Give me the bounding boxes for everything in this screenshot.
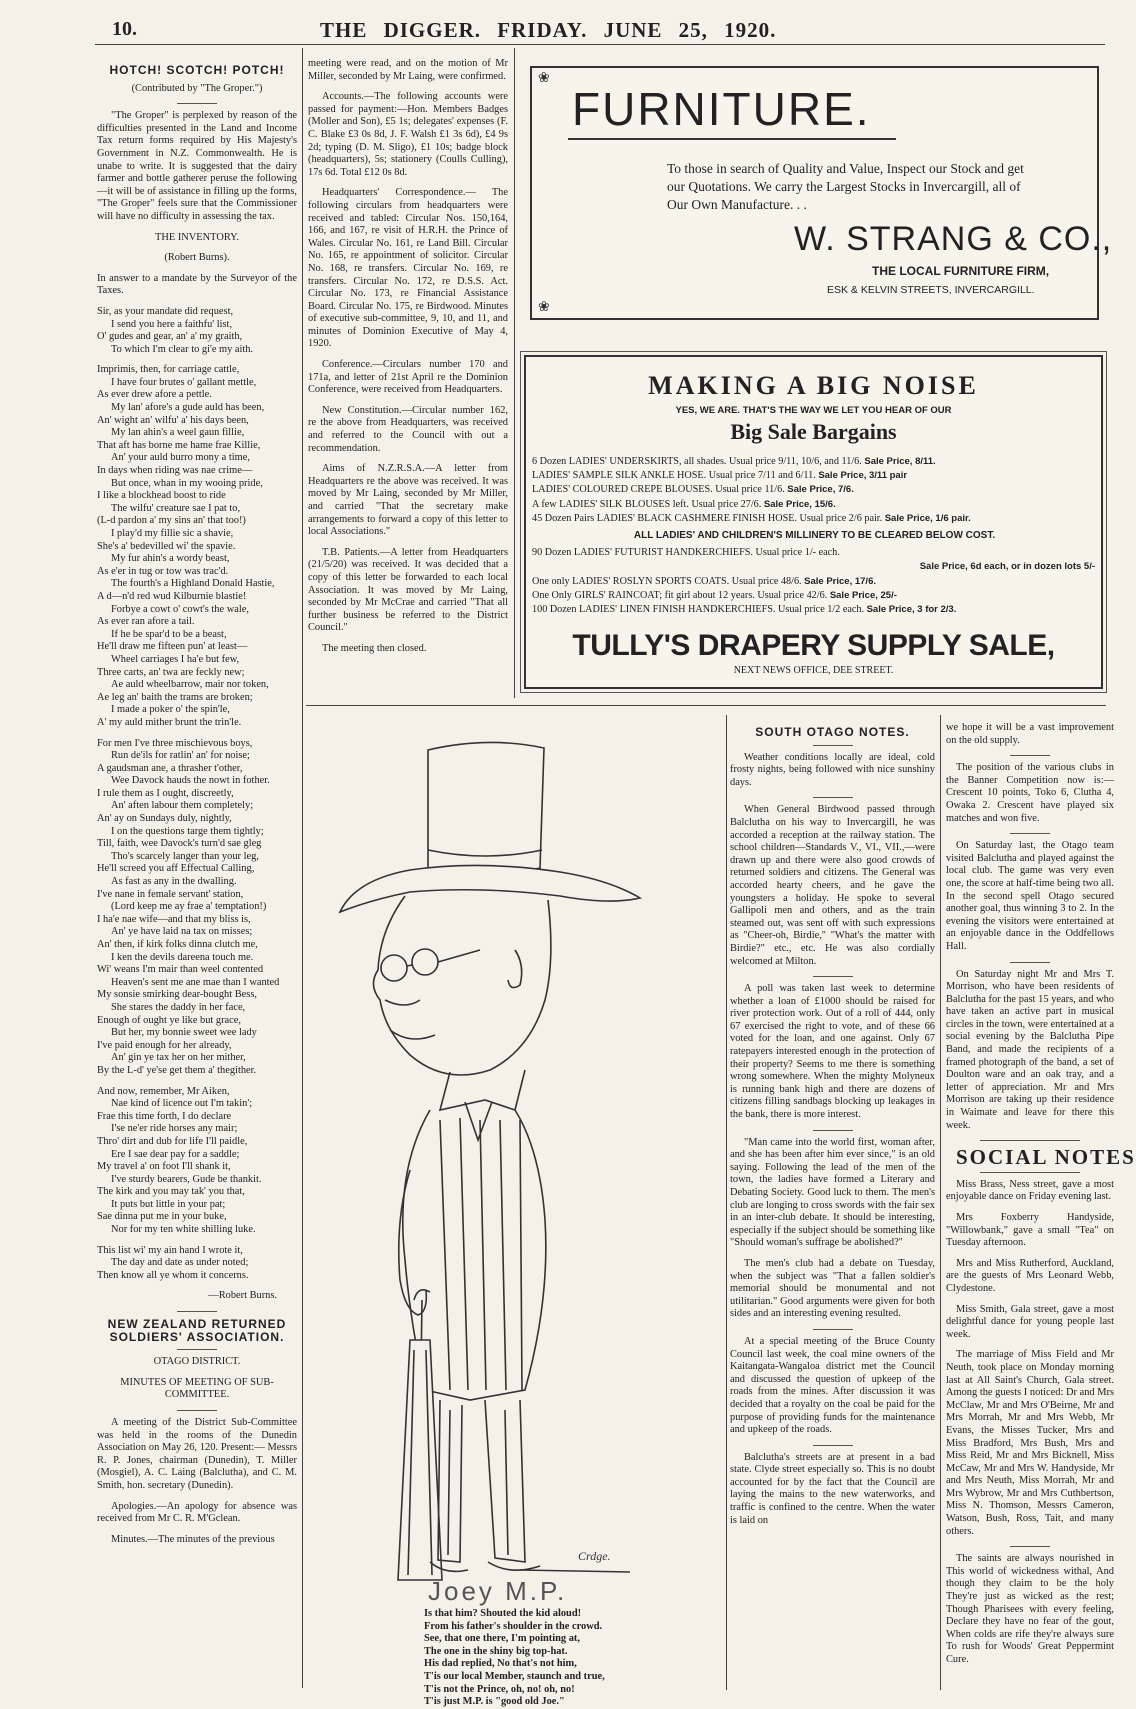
poem-line: As ever ran afore a tail. xyxy=(97,616,195,628)
column-rule-3 xyxy=(726,715,727,1690)
sale-item-text: 45 Dozen Pairs LADIES' BLACK CASHMERE FINISH HOSE. Usual price 2/6 pair. xyxy=(532,512,885,524)
poem-line: Ere I sae dear pay for a saddle; xyxy=(111,1148,240,1160)
paragraph: Miss Brass, Ness street, gave a most enjoyable dance on Friday evening last. xyxy=(946,1178,1114,1203)
sale-item xyxy=(532,512,1097,526)
poem-line: I rule them as I ought, discreetly, xyxy=(97,787,234,799)
paragraph: The men's club had a debate on Tuesday, when the subject was "That a fallen soldier's memorial should be monumental and not utilitarian." Good arguments were given for both sides and an interesting evening resulted. xyxy=(730,1257,935,1320)
sale-item xyxy=(532,560,1097,574)
poem-line: She stares the daddy in her face, xyxy=(111,1001,246,1013)
minutes-heading: MINUTES OF MEETING OF SUB-COMMITTEE. xyxy=(120,1376,274,1401)
poem-line: An' gin ye tax her on her mither, xyxy=(111,1052,246,1064)
paragraph: New Constitution.—Circular number 162, re the above from Headquarters, was received and referred to the Council with out a recommendation. xyxy=(308,404,508,454)
poem-line: An' aften labour them completely; xyxy=(111,800,254,812)
poem-line: As fast as any in the dwalling. xyxy=(111,876,237,888)
cartoon-caption xyxy=(424,1608,624,1709)
caption-line: Is that him? Shouted the kid aloud! xyxy=(424,1608,582,1619)
paragraph: When General Birdwood passed through Balclutha on his way to Invercargill, he was accorded a reception at the railway station. The school children—Standards V., VI., VII.,—were drawn up and there were also good crowds of returned soldiers and citizens. The General was accorded hearty cheers, and he gave the youngsters a holiday. He spoke to several Gallipoli men and others, and as the train steamed out, was sent off with such expressions as "Cheer-oh, Birdie," "What's the matter with Birdie?" etc., etc. He was also cordially welcomed at Milton. xyxy=(730,804,935,967)
stanza-2 xyxy=(97,364,297,729)
stanza-5 xyxy=(97,1245,297,1283)
poem-line: I send you here a faithfu' list, xyxy=(111,318,233,330)
headline-underline xyxy=(568,138,896,140)
poem-line: A gaudsman ane, a thrasher t'other, xyxy=(97,762,243,774)
poem-line: Heaven's sent me ane mae than I wanted xyxy=(111,976,280,988)
poem-line: I ha'e nae wife—and that my bliss is, xyxy=(97,913,251,925)
poem-line: Sae dinna put me in your buke, xyxy=(97,1211,227,1223)
sale-item xyxy=(532,589,1097,603)
sale-item xyxy=(532,603,1097,617)
poem-line: (Lord keep me ay frae a' temptation!) xyxy=(111,901,267,913)
poem-line: She's a' bedevilled wi' the spavie. xyxy=(97,540,236,552)
furniture-headline: FURNITURE. xyxy=(572,83,871,135)
poem-line: My fur ahin's a wordy beast, xyxy=(111,553,230,565)
poem-author: (Robert Burns). xyxy=(164,252,230,264)
artist-signature: Crdge. xyxy=(578,1549,611,1563)
column-rule-1 xyxy=(302,48,303,1688)
paragraph: A poll was taken last week to determine whether a loan of £1000 should be raised for river protection work. Out of a roll of 444, only 67 exercised the right to vote, and of these 66 voted for the loan, and one against. Only 67 ratepayers interested enough in the protection of their property? Seems to me there is something wrong somewhere. When the mighty Molyneux is running bank high and there are dozens of citizens filling sandbags blocking up leakages in the bank, there is more interest. xyxy=(730,983,935,1121)
sale-item-price: Sale Price, 25/- xyxy=(829,589,897,601)
paragraph: The saints are always nourished in This world of wickedness withal, And though they claim to be the holy They're just as wicked as the rest; Though Pharisees with every feeling, Declare they have no fear of the gout, When colds are rife they're always sure To rush for Woods' Great Peppermint Cure. xyxy=(946,1553,1114,1665)
paragraph: Balclutha's streets are at present in a bad state. Clyde street especially so. This is no doubt accounted for by the fact that the Council are laying the mains to the new waterworks, and traffic is confined to the centre. When the water is laid on xyxy=(730,1451,935,1526)
poem-line: Imprimis, then, for carriage cattle, xyxy=(97,364,240,376)
furniture-advertisement xyxy=(530,66,1113,320)
poem-line: An' ay on Sundays duly, nightly, xyxy=(97,813,232,825)
poem-intro: In answer to a mandate by the Surveyor of the Taxes. xyxy=(97,272,297,297)
divider xyxy=(177,1311,217,1312)
sale-item-price: Sale Price, 15/6. xyxy=(763,498,836,510)
sale-item xyxy=(532,546,1097,560)
paragraph: meeting were read, and on the motion of Mr Miller, seconded by Mr Laing, were confirmed. xyxy=(308,58,508,82)
caption-line: The one in the shiny big top-hat. xyxy=(424,1645,568,1657)
column-1 xyxy=(97,60,297,1685)
sale-item-text: One only LADIES' ROSLYN SPORTS COATS. Usual price 48/6. xyxy=(532,575,805,587)
poem-line: Three carts, an' twa are feckly new; xyxy=(97,666,245,678)
poem-line: I've paid enough for her already, xyxy=(97,1039,232,1051)
paragraph: At a special meeting of the Bruce County Council last week, the coal mine owners of the Kaitangata-Wangaloa district met the Council and discussed the question of upkeep of the roads from the mines. After discussion it was decided that a royalty on the coal be paid for the purpose of providing funds for the maintenance and upkeep of the roads. xyxy=(730,1335,935,1436)
paragraph: Conference.—Circulars number 170 and 171a, and letter of 21st April re the Dominion Conference, were received from Headquarters. xyxy=(308,359,508,396)
divider xyxy=(813,1445,853,1446)
sale-item xyxy=(532,575,1097,589)
cartoon-title: Joey M.P. xyxy=(428,1576,568,1606)
poem-line: It puts but little in your pat; xyxy=(111,1198,226,1210)
cartoon xyxy=(310,700,720,1606)
paragraph: we hope it will be a vast improvement on the old supply. xyxy=(946,722,1114,746)
poem-line: My lan ahin's a weel gaun fillie, xyxy=(111,427,245,439)
paragraph: Weather conditions locally are ideal, cold frosty nights, being followed with nice sunshiny days. xyxy=(730,751,935,788)
paragraph: On Saturday last, the Otago team visited Balclutha and played against the local club. The game was very even one, the score at half-time being two all. In the second spell Otago secured another goal, thus winning 3 to 2. In the evening the visitors were entertained at an enjoyable dance in the Oddfellows Hall. xyxy=(946,840,1114,952)
page-number: 10. xyxy=(112,18,137,40)
poem-title: THE INVENTORY. xyxy=(155,231,239,243)
poem-line: The day and date as under noted; xyxy=(111,1257,249,1269)
caption-line: T'is not the Prince, oh, no! oh, no! xyxy=(424,1683,575,1695)
ornament-icon: ❀ xyxy=(538,300,550,315)
poem-line: (L-d pardon a' my sins an' that too!) xyxy=(97,515,246,527)
poem-line: Wheel carriages I ha'e but few, xyxy=(111,653,240,665)
paragraph: Mrs Foxberry Handyside, "Willowbank," gave a small "Tea" on Tuesday afternoon. xyxy=(946,1212,1114,1249)
poem-line: The wilfu' creature sae I pat to, xyxy=(111,502,241,514)
poem-line: A d—n'd red wud Kilburnie blastie! xyxy=(97,590,247,602)
poem-line: If he be spar'd to be a beast, xyxy=(111,628,227,640)
sale-item-price: Sale Price, 6d each, or in dozen lots 5/- xyxy=(919,561,1095,573)
caricature-drawing xyxy=(310,700,720,1606)
poem-line: As e'er in tug or tow was trac'd. xyxy=(97,565,229,577)
sale-item-text: 90 Dozen LADIES' FUTURIST HANDKERCHIEFS. Usual price 1/- each. xyxy=(532,547,840,559)
poem-line: To which I'm clear to gi'e my aith. xyxy=(111,343,254,355)
sale-item xyxy=(532,455,1097,469)
poem-line: Wee Davock hauds the nowt in fother. xyxy=(111,775,270,787)
south-otago-heading: SOUTH OTAGO NOTES. xyxy=(755,725,910,739)
poem-line: An' then, if kirk folks dinna clutch me, xyxy=(97,939,258,950)
column-2 xyxy=(308,58,508,698)
contributor: (Contributed by "The Groper.") xyxy=(131,82,263,94)
poem-line: Nae kind of licence out I'm takin'; xyxy=(111,1098,253,1110)
sale-item-text: One Only GIRLS' RAINCOAT; fit girl about 12 years. Usual price 42/6. xyxy=(532,589,830,601)
sale-item-text: A few LADIES' SILK BLOUSES left. Usual price 27/6. xyxy=(532,498,764,510)
firm-address: ESK & KELVIN STREETS, INVERCARGILL. xyxy=(827,284,1035,296)
tullys-headline: MAKING A BIG NOISE xyxy=(648,371,979,400)
sale-item-text: 6 Dozen LADIES' UNDERSKIRTS, all shades. Usual price 9/11, 10/6, and 11/6. xyxy=(532,456,865,467)
column-3 xyxy=(730,722,935,1687)
masthead xyxy=(0,0,1114,44)
sale-item-price: Sale Price, 8/11. xyxy=(864,456,936,467)
poem-line: Thro' dirt and dub for life I'll paidle, xyxy=(97,1135,248,1147)
poem-line: Enough of ought ye like but grace, xyxy=(97,1014,241,1026)
poem-line: I ken the devils dareena touch me. xyxy=(111,951,254,963)
ornament-icon: ❀ xyxy=(538,71,550,86)
divider xyxy=(1010,833,1050,834)
paragraph: Accounts.—The following accounts were passed for payment:—Hon. Members Badges (Moller and Son), £5 1s; delegates' expenses (F. C. Blake £3 0s 8d, J. F. Walsh £1 3s 6d), £4 9s 2d; typing (D. M. Sligo), £1 10s; badge block (headquarters), 5s; stationery (Coulls Culling), 17s 6d. Total £12 0s 8d. xyxy=(308,91,508,178)
caption-line: T'is just M.P. is "good old Joe." xyxy=(424,1696,565,1708)
poem-line: Till, faith, wee Davock's turn'd sae gleg xyxy=(97,838,262,850)
poem-line: A' my auld mither brunt the trin'le. xyxy=(97,716,242,728)
poem-line: I've sturdy bearers, Gude be thankit. xyxy=(111,1173,262,1185)
divider xyxy=(1010,962,1050,963)
poem-line: My lan' afore's a gude auld has been, xyxy=(111,402,265,414)
poem-line: An' wight an' wilfu' a' his days been, xyxy=(97,414,249,426)
poem-line: He'll draw me fifteen pun' at least— xyxy=(97,641,248,653)
divider xyxy=(813,797,853,798)
divider xyxy=(813,1329,853,1330)
district-heading: OTAGO DISTRICT. xyxy=(153,1356,241,1368)
poem-line: I made a poker o' the spin'le, xyxy=(111,704,230,716)
sale-item xyxy=(532,498,1097,512)
divider xyxy=(1010,755,1050,756)
assoc-heading-2: SOLDIERS' ASSOCIATION. xyxy=(109,1329,285,1344)
sale-item-text: 100 Dozen LADIES' LINEN FINISH HANDKERCHIEFS. Usual price 1/2 each. xyxy=(532,604,867,616)
poem-line: He'll screed you aff Effectual Calling, xyxy=(97,863,255,875)
newspaper-title: THE DIGGER. FRIDAY. JUNE 25, 1920. xyxy=(320,18,777,42)
poem-line: My travel a' on foot I'll shank it, xyxy=(97,1161,231,1173)
divider xyxy=(980,1172,1080,1173)
sale-items xyxy=(532,455,1097,617)
poem-line: O' gudes and gear, an' a' my graith, xyxy=(97,331,243,343)
stanza-4 xyxy=(97,1086,297,1237)
sale-item-price: Sale Price, 1/6 pair. xyxy=(884,512,971,524)
divider xyxy=(177,1349,217,1350)
social-notes-heading: SOCIAL NOTES xyxy=(956,1145,1136,1170)
poem-line: And now, remember, Mr Aiken, xyxy=(97,1085,230,1097)
paragraph: Miss Smith, Gala street, gave a most delightful dance for young people last week. xyxy=(946,1303,1114,1340)
poem-line: Wi' weans I'm mair than weel contented xyxy=(97,964,264,976)
hotch-heading: HOTCH! SCOTCH! POTCH! xyxy=(109,63,285,77)
poem-line: Frae this time forth, I do declare xyxy=(97,1110,232,1122)
sale-item-price: Sale Price, 3 for 2/3. xyxy=(866,604,957,616)
sale-item-text: LADIES' SAMPLE SILK ANKLE HOSE. Usual price 7/11 and 6/11. xyxy=(532,470,819,482)
poem-line: My sonsie smirking dear-bought Bess, xyxy=(97,989,257,1001)
poem-line: But her, my bonnie sweet wee lady xyxy=(111,1027,257,1039)
paragraph: Mrs and Miss Rutherford, Auckland, are the guests of Mrs Leonard Webb, Clydestone. xyxy=(946,1257,1114,1294)
paragraph: "Man came into the world first, woman after, and she has been after him ever since," is an old saying. Following the lead of the men of the town, the ladies have formed a Literary and Debating Society. Good luck to them. The men's club are longing to cross swords with the fair sex in an inter-club debate. It should be interesting, especially if the subject should be something like "Should woman's suffrage be abolished?" xyxy=(730,1136,935,1249)
poem-line: The kirk and you may tak' you that, xyxy=(97,1186,245,1198)
column-4 xyxy=(946,722,1136,1687)
caption-line: T'is our local Member, staunch and true, xyxy=(424,1670,605,1682)
paragraph: Minutes.—The minutes of the previous xyxy=(111,1533,275,1545)
poem-line: In days when riding was nae crime— xyxy=(97,465,253,477)
poem-line: But once, whan in my wooing pride, xyxy=(111,477,263,489)
poem-line: I play'd my fillie sic a shavie, xyxy=(111,528,234,539)
poem-line: This list wi' my ain hand I wrote it, xyxy=(97,1244,243,1256)
sale-item-price: Sale Price, 3/11 pair xyxy=(818,470,908,482)
paragraph: A meeting of the District Sub-Committee was held in the rooms of the Dunedin Association on May 26, 120. Present:— Messrs R. P. Jones, chairman (Dunedin), T. Miller (Mosgiel), A. C. Laing (Balclutha), and C. M. Smith, hon. secretary (Dunedin). xyxy=(97,1417,297,1491)
assoc-heading-1: NEW ZEALAND RETURNED xyxy=(107,1317,287,1332)
paragraph: Apologies.—An apology for absence was received from Mr C. R. M'Gclean. xyxy=(97,1500,297,1525)
big-sale-bargains: Big Sale Bargains xyxy=(730,419,897,444)
poem-line: Tho's scarcely langer than your leg, xyxy=(111,850,259,862)
sale-item xyxy=(532,469,1097,483)
divider xyxy=(177,1410,217,1411)
paragraph: The position of the various clubs in the Banner Competition now is:— Crescent 10 points, Toko 6, Clutha 4, Owaka 2. Crescent have played six matches and won five. xyxy=(946,762,1114,824)
column-rule-4 xyxy=(940,715,941,1690)
poem-line: Then know all ye whom it concerns. xyxy=(97,1269,249,1281)
sale-item-text: LADIES' COLOURED CREPE BLOUSES. Usual price 11/6. xyxy=(532,484,788,496)
poem-line: As ever drew afore a pettle. xyxy=(97,389,212,401)
caption-line: His dad replied, No that's not him, xyxy=(424,1658,577,1670)
poem-line: I have four brutes o' gallant mettle, xyxy=(111,376,257,388)
poem-line: Ae leg an' baith the trams are broken; xyxy=(97,691,253,703)
poem-line: I've nane in female servant' station, xyxy=(97,888,244,900)
poem-line: The fourth's a Highland Donald Hastie, xyxy=(111,578,275,590)
poem-line: Run de'ils for ratlin' an' for noise; xyxy=(111,750,250,762)
tullys-store-name: TULLY'S DRAPERY SUPPLY SALE, xyxy=(572,629,1055,662)
paragraph: The meeting then closed. xyxy=(322,642,427,654)
millinery-notice: ALL LADIES' AND CHILDREN'S MILLINERY TO BE CLEARED BELOW COST. xyxy=(633,530,996,542)
firm-name: W. STRANG & CO., xyxy=(794,220,1113,258)
sale-item xyxy=(532,483,1097,497)
divider xyxy=(980,1140,1080,1141)
poem-line: An' ye have laid na tax on misses; xyxy=(111,926,253,938)
tullys-location: NEXT NEWS OFFICE, DEE STREET. xyxy=(733,665,894,676)
stanza-3 xyxy=(97,738,297,1078)
paragraph: T.B. Patients.—A letter from Headquarters (21/5/20) was received. It was decided that a copy of this letter be forwarded to each local Association. It was moved by Mr Laing, seconded by Mr McCrae and carried "That all further business be referred to the District Council." xyxy=(308,546,508,634)
poem-line: By the L-d' ye'se get them a' thegither. xyxy=(97,1064,257,1076)
poem-line: Nor for my ten white shilling luke. xyxy=(111,1224,256,1236)
paragraph: The marriage of Miss Field and Mr Neuth, took place on Monday morning last at All Saint's Church, Gala street. Among the guests I noticed: Dr and Mrs McClaw, Mr and Mrs O'Beirne, Mr and Mrs Morrah, Mr and Mrs Webb, Mr Evans, the Misses Tucker, Mrs and Miss Bradford, Mrs Bush, Mrs and Miss Reid, Mr and Mrs Bicknell, Miss McCaw, Mr and Mrs W. Handyside, Mr and Mrs Neuth, Miss Morrah, Mr and Mrs Wybrow, Mr and Mrs Cuthbertson, Miss N. Thomson, Messrs Cameron, Watson, Bush, Ross, Tait, and many others. xyxy=(946,1349,1114,1537)
masthead-rule xyxy=(95,44,1105,45)
furniture-body: To those in search of Quality and Value, Inspect our Stock and get our Quotations. We carry the Largest Stocks in Invercargill, all of Our Own Manufacture. . . xyxy=(667,161,1024,212)
poem-line: I'se ne'er ride horses any mair; xyxy=(111,1123,238,1135)
divider xyxy=(177,103,217,104)
poem-line: That aft has borne me hame frae Killie, xyxy=(97,439,261,451)
divider xyxy=(813,976,853,977)
poem-line: I like a blockhead boost to ride xyxy=(97,490,226,502)
paragraph: On Saturday night Mr and Mrs T. Morrison, who have been residents of Balclutha for the past 15 years, and who have taken an active part in musical circles in the town, were entertained at a social evening by the Balclutha Pipe Band, and made the recipients of a framed photograph of the band, a set of Doulton ware and an oak tray, and a letter of appreciation. Mr and Mrs Morrison are taking up their residence in Waimate and leave for there this week. xyxy=(946,968,1114,1131)
divider xyxy=(813,745,853,746)
tullys-subheading: YES, WE ARE. THAT'S THE WAY WE LET YOU HEAR OF OUR xyxy=(675,405,952,416)
poem-line: Sir, as your mandate did request, xyxy=(97,305,234,317)
firm-tagline: THE LOCAL FURNITURE FIRM, xyxy=(872,264,1050,278)
column-rule-2 xyxy=(514,48,515,698)
poem-line: Forbye a cowt o' cowt's the wale, xyxy=(111,603,249,615)
divider xyxy=(1010,1546,1050,1547)
poem-line: For men I've three mischievous boys, xyxy=(97,737,253,749)
sale-item-price: Sale Price, 17/6. xyxy=(804,575,876,587)
poem-line: Ae auld wheelbarrow, mair nor token, xyxy=(111,679,269,691)
stanza-1 xyxy=(97,306,297,356)
caption-line: See, that one there, I'm pointing at, xyxy=(424,1633,580,1645)
poem-signature: —Robert Burns. xyxy=(208,1290,277,1302)
paragraph: Aims of N.Z.R.S.A.—A letter from Headquarters re the above was received. It was moved by Mr Laing, seconded by Mr Miller, and carried "That the secretary make arrangements to forward a copy of this letter to local Associations." xyxy=(308,463,508,538)
sale-item-price: Sale Price, 7/6. xyxy=(787,484,854,496)
paragraph: Headquarters' Correspondence.— The following circulars from headquarters were received and tabled: Circular Nos. 150,164, 166, and 167, re visit of H.R.H. the Prince of Wales. Circular No. 161, re Land Bill. Circular No. 165, re appointment of solicitor. Circular No. 168, re transfers. Circular No. 169, re transfers. Circular No. 172, re D.S.S. Act. Circular No. 173, re Financial Assistance Board. Circular No. 175, re Birdwood. Minutes of executive sub-committee, 9, 10, and 11, and minutes of Dominion Executive of May 4, 1920. xyxy=(308,187,508,350)
caption-line: From his father's shoulder in the crowd. xyxy=(424,1620,603,1632)
tullys-advertisement xyxy=(524,355,1103,689)
poem-line: An' your auld burro mony a time, xyxy=(111,452,250,464)
intro-paragraph: "The Groper" is perplexed by reason of the difficulties presented in the Land and Income Tax return forms required by His Majesty's Government in N.Z. Commonwealth. He is unabe to write. It is suggested that the dairy farmer and bottle gatherer peruse the following—it will be of assistance in filling up the forms, "The Groper" feels sure that the Commissioner will have no difficulty in assessing the tax. xyxy=(97,110,297,222)
divider xyxy=(813,1130,853,1131)
poem-line: I on the questions targe them tightly; xyxy=(111,825,264,837)
